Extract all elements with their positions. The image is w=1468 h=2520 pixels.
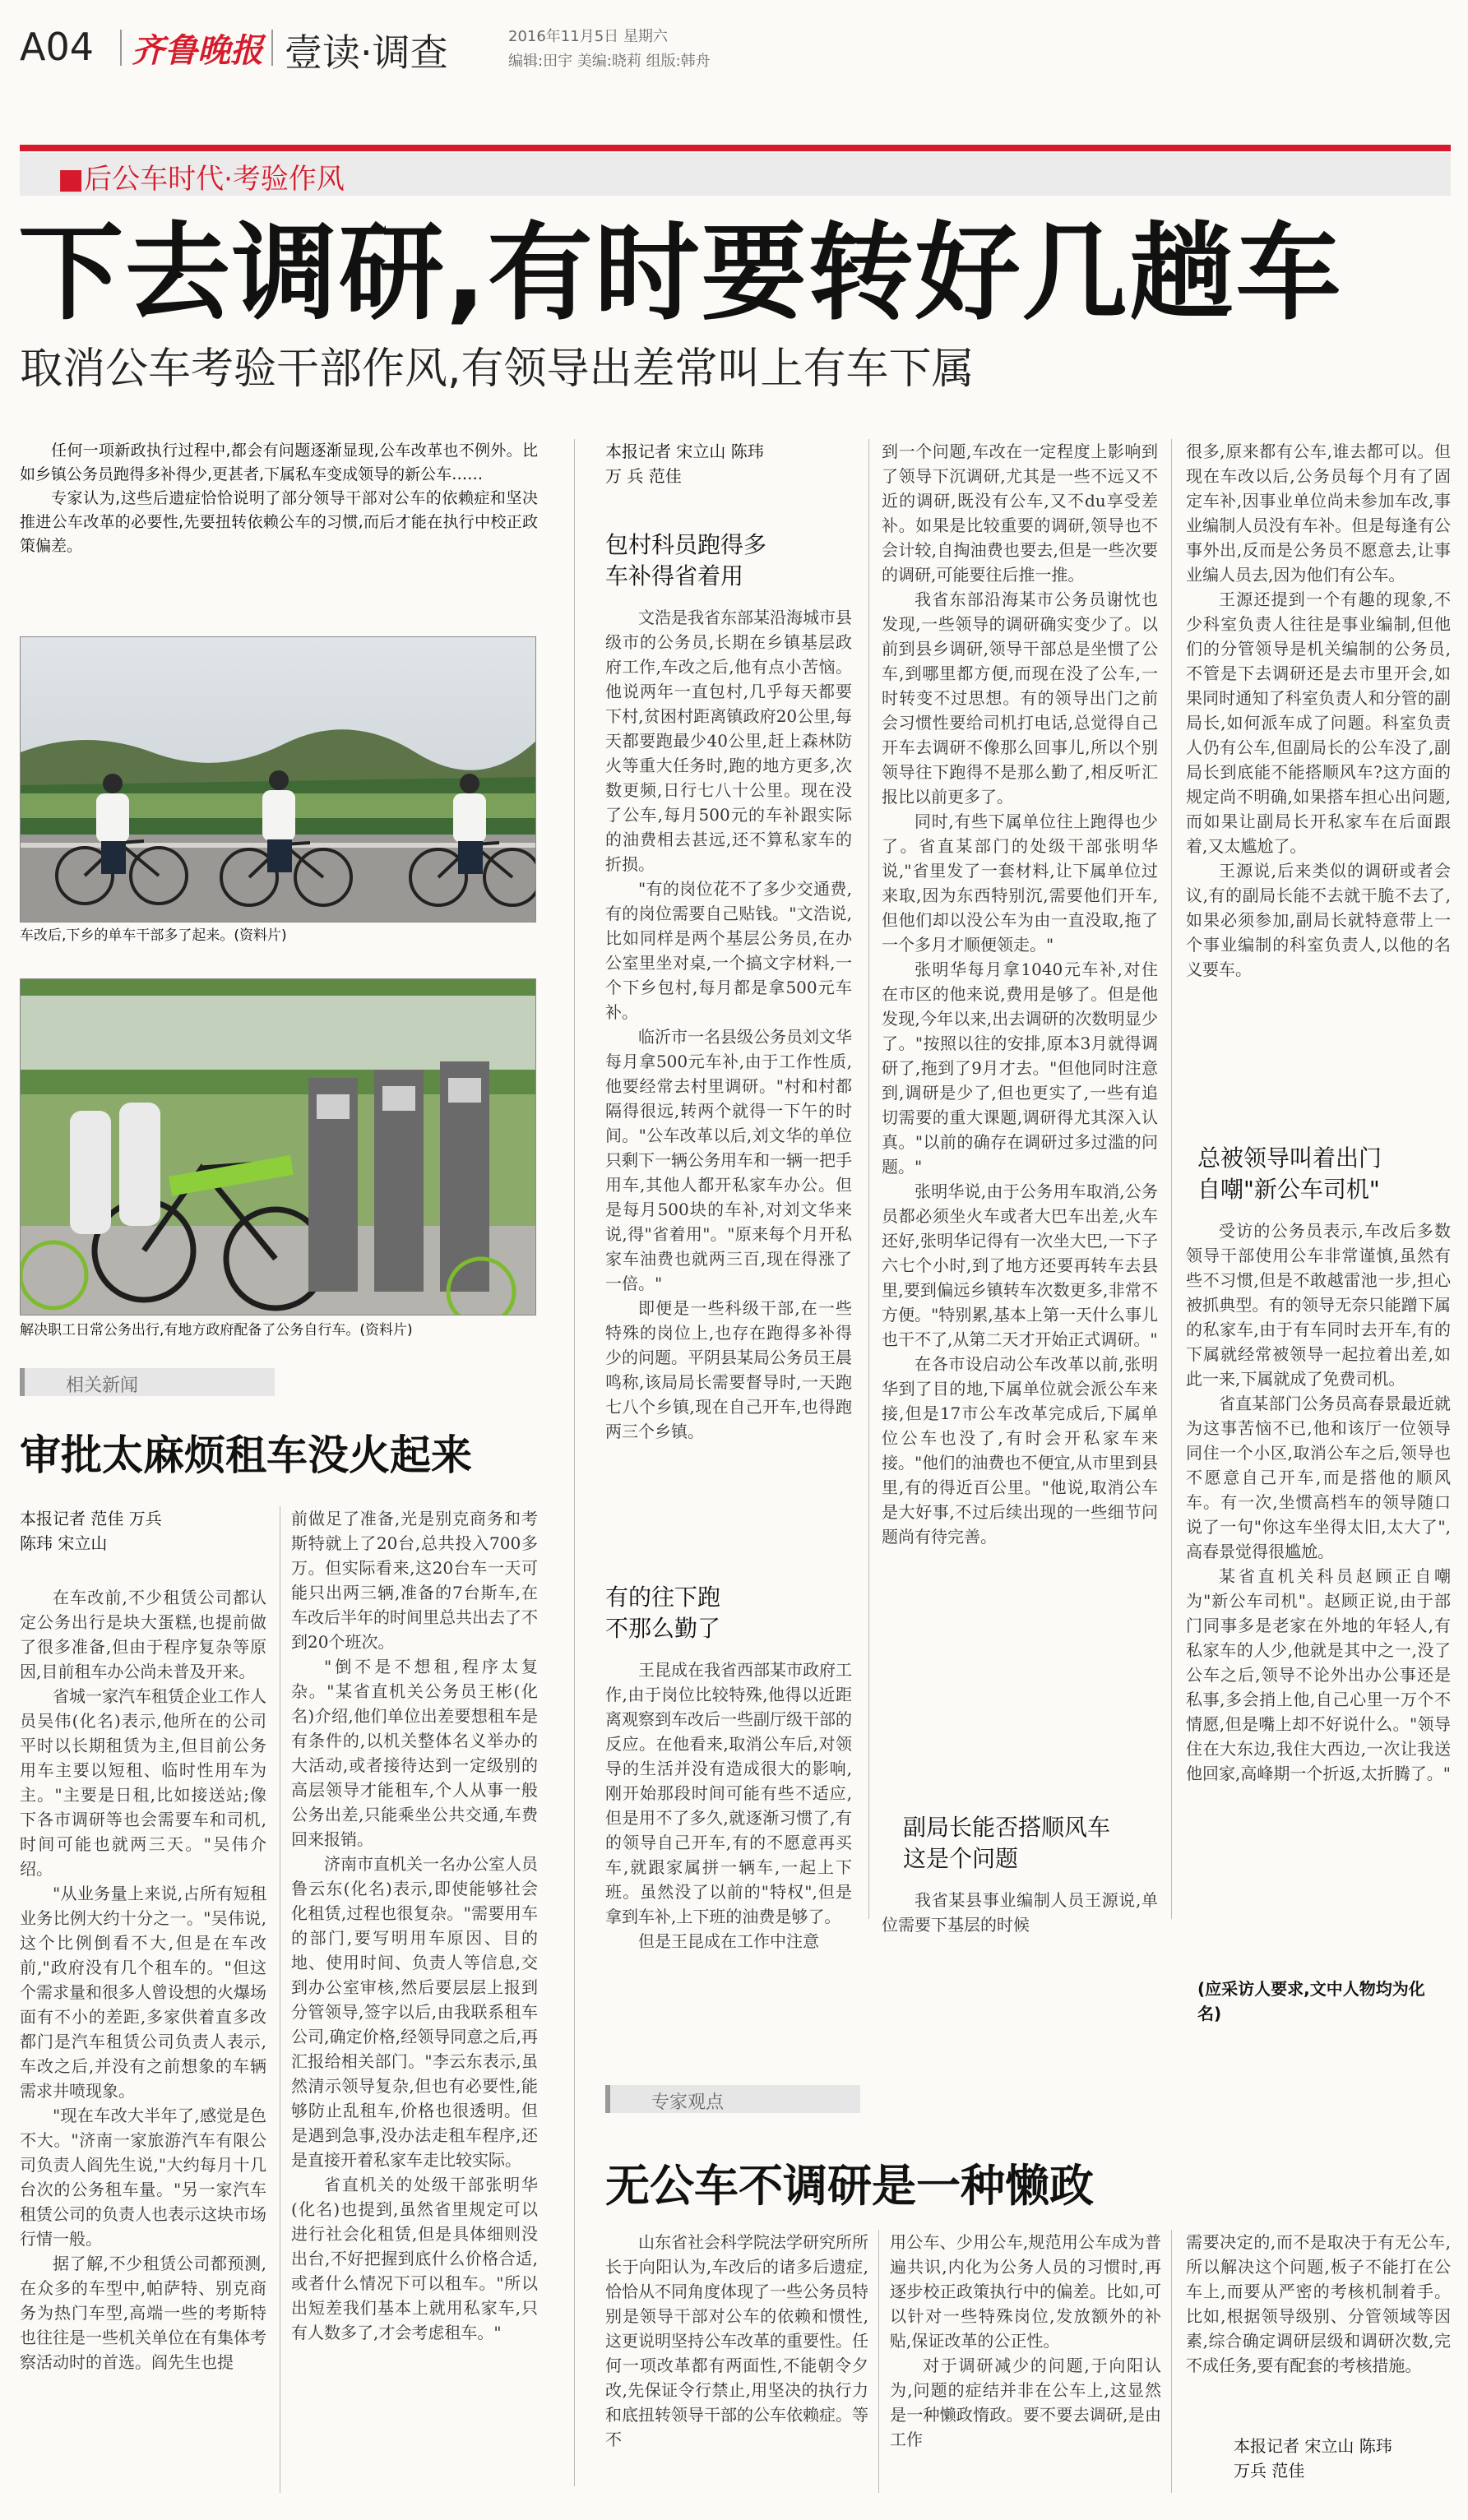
related-paragraph: "从业务量上来说,占所有短租业务比例大约十分之一。"吴伟说,这个比例倒看不大,但是在车改前,"政府没有几个租车的。"但这个需求量和很多人曾设想的火爆场面有不小的差距,多家供着直多改都门是汽车租赁公司负责人表示,车改之后,并没有之前想象的车辆需求井喷现象。 <box>20 1884 266 2101</box>
photo1-caption: 车改后,下乡的单车干部多了起来。(资料片) <box>20 927 287 944</box>
related-paragraph: 前做足了准备,光是别克商务和考斯特就上了20台,总共投入700多万。但实际看来,这20台车一天可能只出两三辆,准备的7台斯车,在车改后半年的时间里总共出去了不到20个班次。 <box>291 1509 538 1652</box>
main-column-3 <box>1186 439 1451 982</box>
related-tag: 相关新闻 <box>66 1376 139 1396</box>
headline: 下去调研,有时要转好几趟车 <box>18 212 1343 335</box>
section-name: 壹读·调查 <box>285 30 448 75</box>
subhead-1: 包村科员跑得多 车补得省着用 <box>605 531 767 590</box>
article-paragraph: 某省直机关科员赵顾正自嘲为"新公车司机"。赵顾正说,由于部门同事多是老家在外地的年轻人,有私家车的人少,他就是其中之一,没了公车之后,领导不论外出办公事还是私事,多会捎上他,自己心里一万个不情愿,但是嘴上却不好说什么。"领导住在大东边,我住大西边,一次让我送他回家,高峰期一个折返,太折腾了。" <box>1186 1566 1451 1783</box>
main-column-1b <box>605 1658 852 1954</box>
lead-paragraph: 专家认为,这些后遗症恰恰说明了部分领导干部对公车的依赖症和坚决推进公车改革的必要性,先要扭转依赖公车的习惯,而后才能在执行中校正政策偏差。 <box>20 489 538 555</box>
column-rule <box>574 439 575 2486</box>
column-rule <box>1171 439 1172 1919</box>
main-column-2b <box>882 1888 1158 1937</box>
lead-paragraph: 任何一项新政执行过程中,都会有问题逐渐显现,公车改革也不例外。比如乡镇公务员跑得多补得少,更甚者,下属私车变成领导的新公车…… <box>20 442 538 483</box>
expert-column-2 <box>890 2230 1161 2452</box>
name-note: (应采访人要求,文中人物均为化名) <box>1197 1979 1425 2023</box>
expert-byline: 本报记者 宋立山 陈玮 万兵 范佳 <box>1234 2436 1392 2481</box>
article-paragraph: 受访的公务员表示,车改后多数领导干部使用公车非常谨慎,虽然有些不习惯,但是不敢越雷池一步,担心被抓典型。有的领导无奈只能蹭下属的私家车,由于有车同时去开车,有的下属就经常被领导一起拉着出差,如此一来,下属就成了免费司机。 <box>1186 1221 1451 1389</box>
article-paragraph: 在各市设启动公车改革以前,张明华到了目的地,下属单位就会派公车来接,但是17市公车改革完成后,下属单位公车也没了,有时会开私家车来接。"他们的油费也不便宜,从市里到县里,有的得近百公里。"他说,取消公车是大好事,不过后续出现的一些细节问题尚有待完善。 <box>882 1354 1158 1547</box>
expert-paragraph: 用公车、少用公车,规范用公车成为普遍共识,内化为公务人员的习惯时,再逐步校正政策执行中的偏差。比如,可以针对一些特殊岗位,发放额外的补贴,保证改革的公正性。 <box>890 2232 1161 2351</box>
main-column-2 <box>882 439 1158 1549</box>
article-paragraph: 很多,原来都有公车,谁去都可以。但现在车改以后,公务员每个月有了固定车补,因事业单位尚未参加车改,事业编制人员没有车补。但是每逢有公事外出,反而是公务员不愿意去,让事业编人员去,因为他们有公车。 <box>1186 442 1451 585</box>
article-paragraph: 到一个问题,车改在一定程度上影响到了领导下沉调研,尤其是一些不远又不近的调研,既没有公车,又不du享受差补。如果是比较重要的调研,领导也不会计较,自掏油费也要去,但是一些次要的调研,可能要往后推一推。 <box>882 442 1158 585</box>
related-paragraph: 在车改前,不少租赁公司都认定公务出行是块大蛋糕,也提前做了很多准备,但由于程序复杂等原因,目前租车办公尚未普及开来。 <box>20 1588 266 1681</box>
header-editors: 编辑:田宇 美编:晓莉 组版:韩舟 <box>508 53 711 70</box>
expert-column-1 <box>605 2230 868 2452</box>
expert-title: 无公车不调研是一种懒政 <box>605 2160 1094 2212</box>
article-paragraph: 同时,有些下属单位往上跑得也少了。省直某部门的处级干部张明华说,"省里发了一套材料,让下属单位过来取,因为东西特别沉,需要他们开车,但他们却以没公车为由一直没取,拖了一个多月才顺便领走。" <box>882 811 1158 955</box>
article-paragraph: 省直某部门公务员高春景最近就为这事苦恼不已,他和该厅一位领导同住一个小区,取消公车之后,领导也不愿意自己开车,而是搭他的顺风车。有一次,坐惯高档车的领导随口说了一句"你这车坐得太旧,太大了",高春景觉得很尴尬。 <box>1186 1394 1451 1561</box>
article-paragraph: 我省东部沿海某市公务员谢忱也发现,一些领导的调研确实变少了。以前到县乡调研,领导干部总是坐惯了公车,到哪里都方便,而现在没了公车,一时转变不过思想。有的领导出门之前会习惯性要给司机打电话,总觉得自己开车去调研不像那么回事儿,所以个别领导往下跑得不是那么勤了,相反听汇报比以前更多了。 <box>882 590 1158 807</box>
article-paragraph: 王昆成在我省西部某市政府工作,由于岗位比较特殊,他得以近距离观察到车改后一些副厅级干部的反应。在他看来,取消公车后,对领导的生活并没有造成很大的影响,刚开始那段时间可能有些不适应,但是用不了多久,就逐渐习惯了,有的领导自己开车,有的不愿意再买车,就跟家属拼一辆车,一起上下班。虽然没了以前的"特权",但是拿到车补,上下班的油费是够了。 <box>605 1660 852 1926</box>
article-paragraph: 张明华每月拿1040元车补,对住在市区的他来说,费用是够了。但是他发现,今年以来,出去调研的次数明显少了。"按照以往的安排,原本3月就得调研了,拖到了9月才去。"但他同时注意到,调研是少了,但也更实了,一些有追切需要的重大课题,调研得尤其深入认真。"以前的确存在调研过多过滥的问题。" <box>882 959 1158 1177</box>
photo2-caption: 解决职工日常公务出行,有地方政府配备了公务自行车。(资料片) <box>20 1322 413 1339</box>
related-tag-bar <box>20 1368 275 1396</box>
main-column-3b <box>1186 1218 1451 1786</box>
main-column-1a <box>605 605 852 1444</box>
article-paragraph: 文浩是我省东部某沿海城市县级市的公务员,长期在乡镇基层政府工作,车改之后,他有点小苦恼。他说两年一直包村,几乎每天都要下村,贫困村距离镇政府20公里,每天都要跑最少40公里,赶上森林防火等重大任务时,跑的地方更多,次数更频,日行七八十公里。现在没了公车,每月500元的车补跟实际的油费相去甚远,还不算私家车的折损。 <box>605 608 852 874</box>
main-byline: 本报记者 宋立山 陈玮 万 兵 范佳 <box>605 442 764 486</box>
related-paragraph: 省城一家汽车租赁企业工作人员吴伟(化名)表示,他所在的公司平时以长期租赁为主,但目前公务用车主要以短租、临时性用车为主。"主要是日租,比如接送站;像下各市调研等也会需要车和司机,时间可能也就两三天。"吴伟介绍。 <box>20 1686 266 1879</box>
subhead-3: 副局长能否搭顺风车 这是个问题 <box>903 1814 1111 1872</box>
related-paragraph: "现在车改大半年了,感觉是色不大。"济南一家旅游汽车有限公司负责人阎先生说,"大约每月十几台次的公务租车量。"另一家汽车租赁公司的负责人也表示这块市场行情一般。 <box>20 2106 266 2249</box>
article-paragraph: 即便是一些科级干部,在一些特殊的岗位上,也存在跑得多补得少的问题。平阴县某局公务员王晨鸣称,该局局长需要督导时,一天跑七八个乡镇,现在自己开车,也得跑两三个乡镇。 <box>605 1298 852 1441</box>
related-paragraph: 省直机关的处级干部张明华(化名)也提到,虽然省里规定可以进行社会化租赁,但是具体细则没出台,不好把握到底什么价格合适,或者什么情况下可以租车。"所以出短差我们基本上就用私家车,只有人数多了,才会考虑租车。" <box>291 2175 538 2342</box>
header-divider-2 <box>271 30 273 66</box>
header-date: 2016年11月5日 星期六 <box>508 28 668 45</box>
article-paragraph: 但是王昆成在工作中注意 <box>638 1931 819 1951</box>
article-paragraph: 临沂市一名县级公务员刘文华每月拿500元车补,由于工作性质,他要经常去村里调研。"村和村都隔得很远,转两个就得一下午的时间。"公车改革以后,刘文华的单位只剩下一辆公务用车和一辆一把手用车,其他人都开私家车办公。但是每月500块的车补,对刘文华来说,得"省着用"。"原来每个月开私家车油费也就两三百,现在得涨了一倍。" <box>605 1027 852 1293</box>
page-number: A04 <box>20 25 95 69</box>
article-paragraph: "有的岗位花不了多少交通费,有的岗位需要自己贴钱。"文浩说,比如同样是两个基层公务员,在办公室里坐对桌,一个搞文字材料,一个下乡包村,每月都是拿500元车补。 <box>605 879 852 1022</box>
related-title: 审批太麻烦租车没火起来 <box>20 1431 472 1479</box>
column-rule <box>878 2230 879 2493</box>
kicker: ■后公车时代·考验作风 <box>58 163 345 196</box>
article-paragraph: 我省某县事业编制人员王源说,单位需要下基层的时候 <box>882 1890 1158 1935</box>
related-column-2 <box>291 1506 538 2345</box>
related-column-1 <box>20 1585 266 2374</box>
related-byline: 本报记者 范佳 万兵 陈玮 宋立山 <box>20 1509 162 1553</box>
paper-logo: 齐鲁晚报 <box>132 31 263 70</box>
expert-tag: 专家观点 <box>651 2092 725 2113</box>
expert-paragraph: 需要决定的,而不是取决于有无公车,所以解决这个问题,板子不能打在公车上,而要从严密的考核机制着手。比如,根据领导级别、分管领域等因素,综合确定调研层级和调研次数,完不成任务,要有配套的考核措施。 <box>1186 2232 1451 2375</box>
subhead: 取消公车考验干部作风,有领导出差常叫上有车下属 <box>20 344 975 394</box>
lead <box>20 439 538 558</box>
header-rule <box>20 145 1451 151</box>
photo-public-bikes <box>20 978 536 1315</box>
column-rule <box>1171 2230 1172 2493</box>
expert-paragraph: 山东省社会科学院法学研究所所长于向阳认为,车改后的诸多后遗症,恰恰从不同角度体现了一些公务员特别是领导干部对公车的依赖和惯性,这更说明坚持公车改革的重要性。任何一项改革都有两面性,不能朝令夕改,先保证令行禁止,用坚决的执行力和底扭转领导干部的公车依赖症。等不 <box>605 2232 868 2449</box>
expert-paragraph: 对于调研减少的问题,于向阳认为,问题的症结并非在公车上,这显然是一种懒政惰政。要不要去调研,是由工作 <box>890 2356 1161 2449</box>
subhead-2: 有的往下跑 不那么勤了 <box>605 1584 721 1642</box>
subhead-4: 总被领导叫着出门 自嘲"新公车司机" <box>1197 1144 1382 1203</box>
related-paragraph: 据了解,不少租赁公司都预测,在众多的车型中,帕萨特、别克商务为热门车型,高端一些的考斯特也往往是一些机关单位在有集体考察活动时的首选。阎先生也提 <box>20 2254 266 2372</box>
related-paragraph: 济南市直机关一名办公室人员鲁云东(化名)表示,即使能够社会化租赁,过程也很复杂。"需要用车的部门,要写明用车原因、目的地、使用时间、负责人等信息,交到办公室审核,然后要层层上报到分管领导,签字以后,由我联系租车公司,确定价格,经领导同意之后,再汇报给相关部门。"李云东表示,虽然清示领导复杂,但也有必要性,能够防止乱租车,价格也很透明。但是遇到急事,没办法走租车程序,还是直接开着私家车走比较实际。 <box>291 1854 538 2170</box>
photo-cyclists <box>20 636 536 922</box>
expert-column-3 <box>1186 2230 1451 2378</box>
expert-tag-bar <box>605 2085 860 2113</box>
article-paragraph: 张明华说,由于公务用车取消,公务员都必须坐火车或者大巴车出差,火车还好,张明华记得有一次坐大巴,一下子六七个小时,到了地方还要再转车去县里,要到偏远乡镇转车次数更多,非常不方便。"特别累,基本上第一天什么事儿也干不了,从第二天才开始正式调研。" <box>882 1181 1158 1349</box>
related-paragraph: "倒不是不想租,程序太复杂。"某省直机关公务员王彬(化名)介绍,他们单位出差要想租车是有条件的,以机关整体名义举办的大活动,或者接待达到一定级别的高层领导才能租车,个人从事一般公务出差,只能乘坐公共交通,车费回来报销。 <box>291 1657 538 1849</box>
column-rule <box>868 439 869 1919</box>
article-paragraph: 王源还提到一个有趣的现象,不少科室负责人往往是事业编制,但他们的分管领导是机关编制的公务员,不管是下去调研还是去市里开会,如果同时通知了科室负责人和分管的副局长,如何派车成了问题。科室负责人仍有公车,但副局长的公车没了,副局长到底能不能搭顺风车?这方面的规定尚不明确,如果搭车担心出问题,而如果让副局长开私家车在后面跟着,又太尴尬了。 <box>1186 590 1451 856</box>
article-paragraph: 王源说,后来类似的调研或者会议,有的副局长能不去就干脆不去了,如果必须参加,副局长就特意带上一个事业编制的科室负责人,以他的名义要车。 <box>1186 861 1451 979</box>
header-divider <box>120 30 122 66</box>
